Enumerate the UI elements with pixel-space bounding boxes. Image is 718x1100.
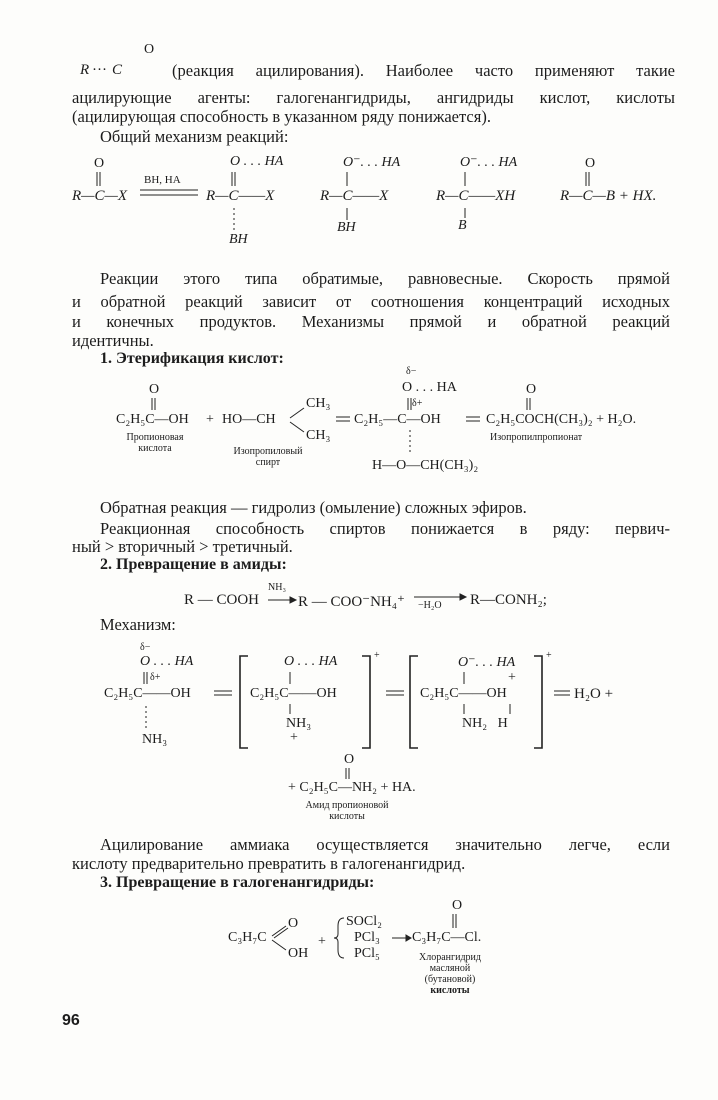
s2-amide-o: O [344,752,355,767]
s2-m3-charge: + [546,650,552,661]
reverse-line3: ный > вторичный > третичный. [72,537,293,556]
section2-eq-arrows [0,584,718,614]
s1-inter-delta: δ− [406,366,417,377]
reverse-line2: Реакционная способность спиртов понижается в ряду: первич- [100,519,670,538]
section2-mechanism-lines [0,642,718,752]
ammonia-line2: кислоту предварительно превратить в галогенангидрид. [72,854,466,873]
s3-product-label-2: масляной [429,963,471,974]
reversible-line2: и обратной реакций зависит от соотношения концентраций исходных [72,292,670,311]
s3-reagent-2: PCl₃ [354,930,380,945]
s1-product: C₂H₅COCH(CH₃)₂ + H₂O. [486,412,637,427]
s3-reagent-3: PCl₅ [354,946,380,961]
s2-eq-left: R — COOH [184,592,260,608]
s2-m3-main: C₂H₅C——OH [420,686,507,701]
mech-step3-bottom: BH [337,220,356,235]
mech-step2-top: O . . . HA [230,154,284,169]
ammonia-line1: Ацилирование аммиака осуществляется значительно легче, если [100,835,670,854]
s2-amide-label-1: Амид пропионовой [305,800,389,811]
mech-step1-o: O [94,156,105,171]
s3-product-label-1: Хлорангидрид [419,952,481,963]
formula-r: R [80,62,90,78]
s2-m2-charge: + [374,650,380,661]
s1-plus: + [206,412,214,427]
mech-step5-o: O [585,156,596,171]
mechanism-label: Механизм: [100,615,176,634]
s3-plus: + [318,934,326,949]
s1-product-o: O [526,382,537,397]
mech-step3: R—C——X [320,188,389,204]
general-mechanism [0,150,718,250]
s3-product-o: O [452,898,463,913]
s1-inter-bottom: H—O—CH(CH₃)₂ [372,458,479,473]
mech-step4-top: O⁻. . . HA [460,155,518,170]
reverse-line1: Обратная реакция — гидролиз (омыление) сложных эфиров. [100,498,527,517]
s2-m3-top: O⁻. . . HA [458,655,516,670]
s2-m1-delta: δ− [140,642,151,653]
s2-tail: H₂O + [574,686,614,702]
mech-step1-reagent: BH, HA [144,174,181,186]
section2-mechanism [0,642,718,752]
s2-m2-main: C₂H₅C——OH [250,686,337,701]
mech-step4-bottom: B [458,218,467,233]
s1-ch3-bottom: CH₃ [306,428,331,443]
mech-step1: R—C—X [72,188,128,204]
s1-acid-o: O [149,382,160,397]
formula-c: C [112,62,123,78]
section2-title: 2. Превращение в амиды: [100,556,287,573]
mechanism-bonds [0,150,718,250]
s2-eq-mid: R — COO⁻NH₄⁺ [298,594,405,610]
s3-acid-o: O [288,916,299,931]
s2-eq-right: R—CONH₂; [470,592,547,608]
s3-product-label-4: кислоты [430,985,470,996]
section3-scheme [0,896,718,1016]
reversible-line1: Реакции этого типа обратимые, равновесные. Скорость прямой [100,269,670,288]
amide-product [0,752,718,824]
mech-step2: R—C——X [206,188,275,204]
s2-eq-h2o: −H₂O [418,600,442,611]
s2-amide-label-2: кислоты [329,811,365,822]
s1-alcohol-label-1: Изопропиловый [233,446,303,457]
s2-m2-plus: + [290,730,298,745]
section1-scheme [0,368,718,478]
s1-product-label: Изопропилпропионат [490,432,583,443]
s1-inter-top: O . . . HA [402,380,457,395]
mech-step3-top: O⁻. . . HA [343,155,401,170]
s2-m2-bottom: NH₃ [286,716,312,731]
mech-step2-bottom: BH [229,232,248,247]
s3-product-label-3: (бутановой) [424,974,476,985]
s1-acid-label-1: Пропионовая [126,432,184,443]
s2-m1-bottom: NH₃ [142,732,168,747]
s1-acid-label-2: кислота [138,443,172,454]
general-mechanism-heading: Общий механизм реакций: [100,127,289,146]
s2-m2-top: O . . . HA [284,654,338,669]
s2-m1-main: C₂H₅C——OH [104,686,191,701]
intro-line2: ацилирующие агенты: галогенангидриды, ангидриды кислот, кислоты [72,88,675,107]
section2-equation [0,584,718,614]
s3-acid-oh: OH [288,946,309,961]
s2-amide: + C₂H₅C—NH₂ + HA. [288,780,416,795]
s2-eq-nh3: NH₃ [268,582,286,593]
intro-line1: (реакция ацилирования). Наиболее часто применяют такие [172,61,675,80]
s3-acid-prefix: C₃H₇C [228,930,267,945]
reversible-line4: идентичны. [72,331,154,350]
mech-step4: R—C——XH [436,188,516,204]
section1-bonds [0,368,718,478]
s2-m1-delta-plus: δ+ [150,672,161,683]
s2-m3-bottom: NH₂ H [462,716,508,731]
s1-alcohol: HO—CH [222,412,276,427]
s1-inter-main: C₂H₅—C—OH [354,412,441,427]
mech-step5: R—C—B + HX. [560,188,657,204]
intro-line3: (ацилирующая способность в указанном ряду понижается). [72,107,491,126]
intro-formula: R ··· C O [80,42,155,78]
section1-title: 1. Этерификация кислот: [100,350,284,367]
page-number: 96 [62,1012,80,1029]
s3-product: C₃H₇C—Cl. [412,930,482,945]
s1-acid: C₂H₅C—OH [116,412,189,427]
amide-bonds [0,752,718,824]
s1-inter-delta-plus: δ+ [412,398,423,409]
s1-alcohol-label-2: спирт [255,457,281,468]
s1-ch3-top: CH₃ [306,396,331,411]
s2-m3-plus: + [508,670,516,685]
section3-bonds [0,896,718,1016]
s2-m1-top: O . . . HA [140,654,194,669]
s3-reagent-1: SOCl₂ [346,914,383,929]
formula-o: O [144,42,155,57]
reversible-line3: и конечных продуктов. Механизмы прямой и обратной реакций [72,312,670,331]
section3-title: 3. Превращение в галогенангидриды: [100,874,375,891]
